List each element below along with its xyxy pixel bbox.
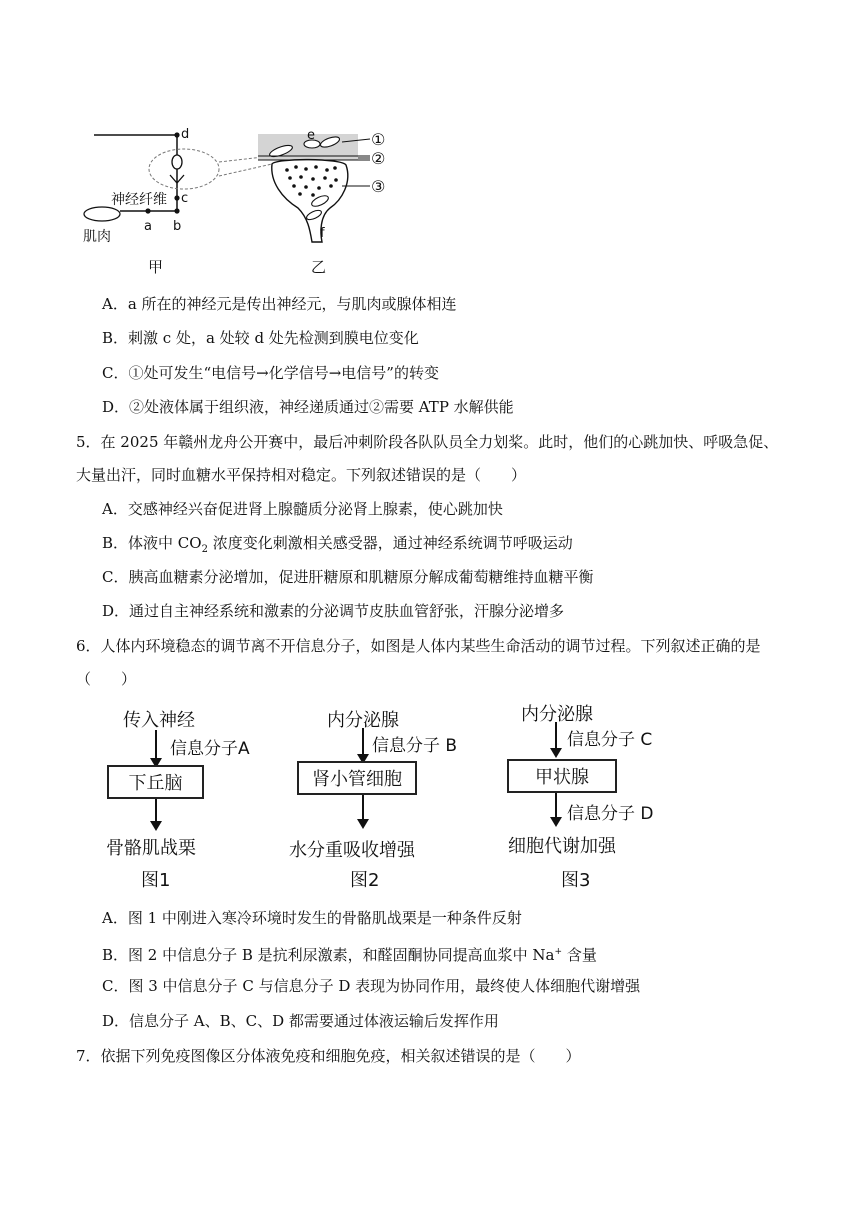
q4-option-b: B．刺激 c 处，a 处较 d 处先检测到膜电位变化: [102, 329, 419, 347]
label-circle-1: ①: [371, 130, 386, 149]
nerve-fiber-label: 神经纤维: [111, 192, 167, 208]
fig2-box: 肾小管细胞: [297, 761, 417, 795]
q5-option-d: D．通过自主神经系统和激素的分泌调节皮肤血管舒张，汗腺分泌增多: [102, 602, 565, 620]
fig1-top-label: 传入神经: [123, 710, 195, 731]
fig3-signal2-label: 信息分子 D: [567, 804, 654, 824]
q5-stem-line2: 大量出汗，同时血糖水平保持相对稳定。下列叙述错误的是（ ）: [76, 466, 527, 484]
caption-yi: 乙: [311, 258, 327, 276]
q4-option-d: D．②处液体属于组织液，神经递质通过②需要 ATP 水解供能: [102, 398, 514, 416]
fig1-box: 下丘脑: [107, 765, 204, 799]
fig3-caption: 图3: [561, 870, 591, 891]
fig2-bottom-label: 水分重吸收增强: [289, 840, 415, 861]
q6-option-a: A．图 1 中刚进入寒冷环境时发生的骨骼肌战栗是一种条件反射: [102, 909, 522, 927]
q6-option-b: B．图 2 中信息分子 B 是抗利尿激素，和醛固酮协同提高血浆中 Na+ 含量: [102, 946, 597, 964]
label-e: e: [307, 128, 315, 143]
fig1-arrow-down-icon: [150, 730, 162, 768]
q4-option-c: C．①处可发生“电信号→化学信号→电信号”的转变: [102, 364, 439, 382]
fig3-arrow-down-icon-2: [550, 793, 562, 827]
muscle-label: 肌肉: [83, 229, 111, 245]
label-f: f: [320, 226, 325, 241]
fig2-top-label: 内分泌腺: [327, 710, 399, 731]
fig3-bottom-label: 细胞代谢加强: [508, 836, 616, 857]
fig3-top-label: 内分泌腺: [521, 704, 593, 725]
label-d: d: [181, 127, 190, 142]
q7-stem: 7．依据下列免疫图像区分体液免疫和细胞免疫，相关叙述错误的是（ ）: [76, 1047, 581, 1065]
fig3-signal-label: 信息分子 C: [567, 730, 653, 750]
label-circle-2: ②: [371, 149, 386, 168]
fig1-arrow-down-icon-2: [150, 799, 162, 831]
fig1-signal-label: 信息分子A: [170, 739, 250, 759]
label-c: c: [181, 191, 189, 206]
fig2-arrow-down-icon: [357, 728, 369, 764]
fig2-arrow-down-icon-2: [357, 795, 369, 829]
fig1-caption: 图1: [141, 870, 171, 891]
q5-option-b: B．体液中 $CO_2$ 浓度变化刺激相关感受器，通过神经系统调节呼吸运动: [102, 534, 573, 555]
q6-option-d: D．信息分子 A、B、C、D 都需要通过体液运输后发挥作用: [102, 1012, 499, 1030]
q6-stem-line1: 6．人体内环境稳态的调节离不开信息分子，如图是人体内某些生命活动的调节过程。下列叙述正确的是: [76, 637, 761, 655]
fig1-bottom-label: 骨骼肌战栗: [106, 838, 196, 859]
q4-option-a: A．a 所在的神经元是传出神经元，与肌肉或腺体相连: [102, 295, 457, 313]
caption-jia: 甲: [148, 258, 164, 276]
neuron-synapse-figure: [80, 120, 410, 280]
q6-stem-line2: （ ）: [76, 670, 137, 688]
q5-option-c: C．胰高血糖素分泌增加，促进肝糖原和肌糖原分解成葡萄糖维持血糖平衡: [102, 568, 594, 586]
fig2-signal-label: 信息分子 B: [372, 736, 458, 756]
label-circle-3: ③: [371, 177, 386, 196]
fig2-caption: 图2: [350, 870, 380, 891]
fig3-arrow-down-icon: [550, 722, 562, 758]
q5-option-a: A．交感神经兴奋促进肾上腺髓质分泌肾上腺素，使心跳加快: [102, 500, 503, 518]
q6-option-c: C．图 3 中信息分子 C 与信息分子 D 表现为协同作用，最终使人体细胞代谢增强: [102, 977, 641, 995]
label-b: b: [173, 219, 182, 234]
q5-stem-line1: 5．在 2025 年赣州龙舟公开赛中，最后冲刺阶段各队队员全力划桨。此时，他们的心跳加快、呼吸急促、: [76, 433, 779, 451]
label-a: a: [144, 219, 152, 234]
fig3-box: 甲状腺: [507, 759, 617, 793]
